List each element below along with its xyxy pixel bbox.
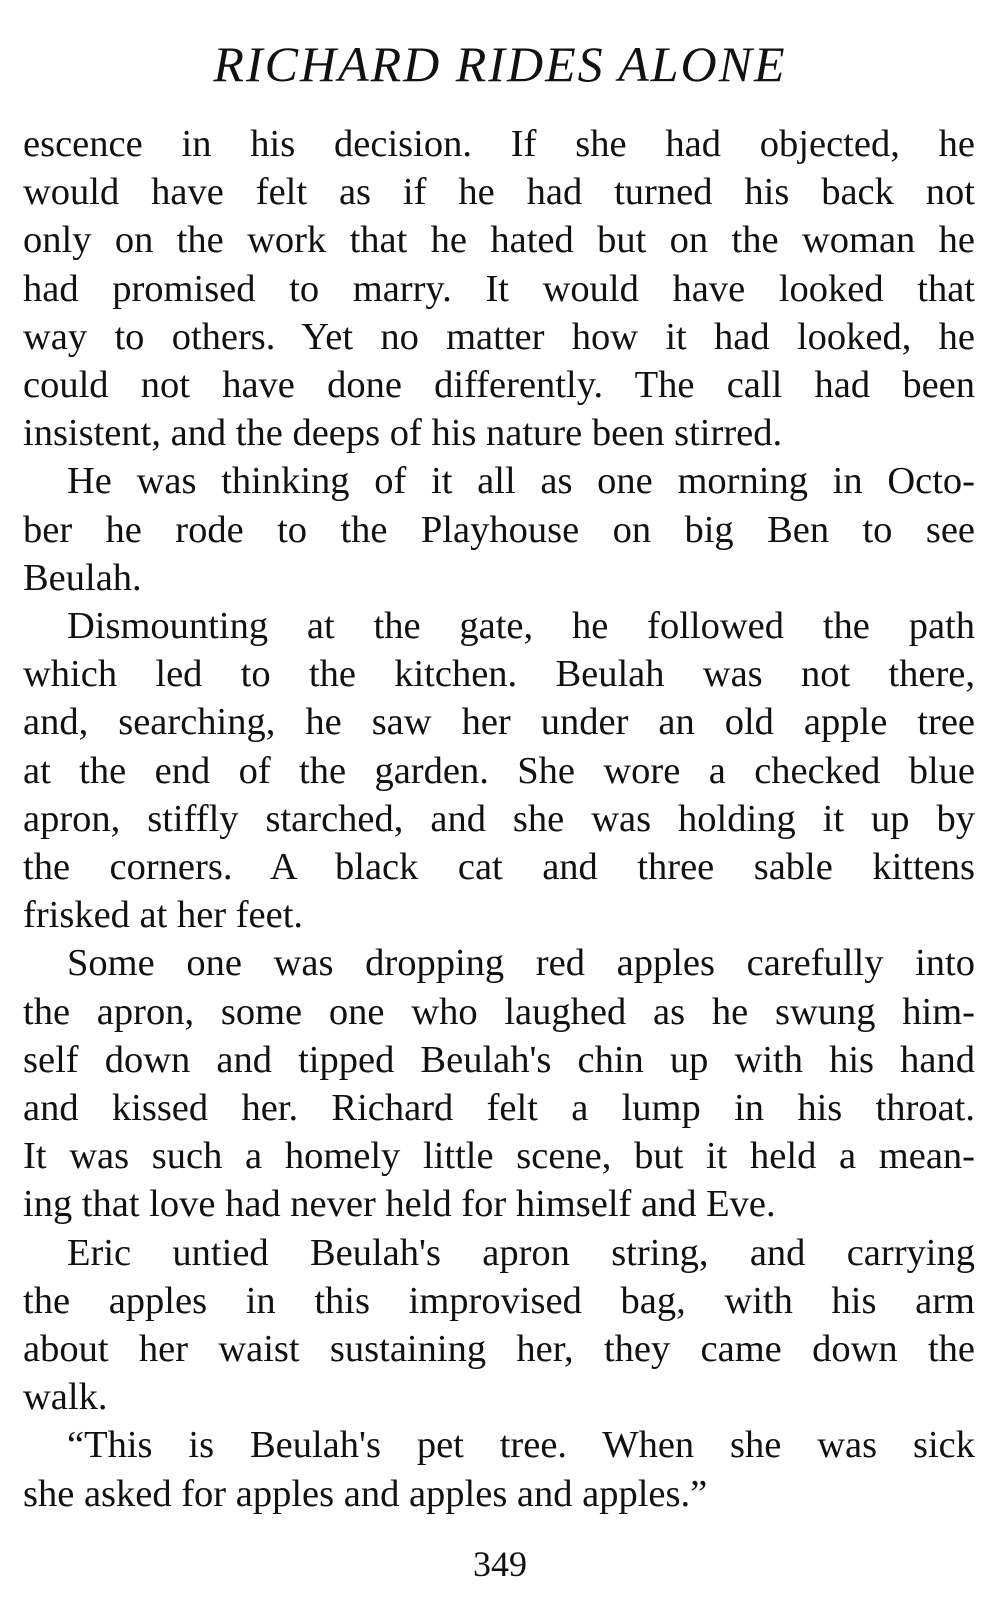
- text-line: and, searching, he saw her under an old apple tree: [23, 701, 975, 744]
- text-line: would have felt as if he had turned his back not: [23, 171, 975, 214]
- text-line: self down and tipped Beulah's chin up with his hand: [23, 1038, 975, 1081]
- text-line: escence in his decision. If she had objected, he: [23, 123, 975, 165]
- paragraph-5: [23, 1229, 975, 1422]
- text-line: ing that love had never held for himself and Eve.: [23, 1183, 776, 1226]
- text-line: Some one was dropping red apples carefully into: [67, 942, 975, 985]
- text-line: at the end of the garden. She wore a checked blue: [23, 749, 975, 792]
- text-line: ber he rode to the Playhouse on big Ben to see: [23, 508, 975, 551]
- text-line: Eric untied Beulah's apron string, and carrying: [67, 1231, 975, 1274]
- text-line: the corners. A black cat and three sable kittens: [23, 846, 975, 889]
- text-line: He was thinking of it all as one morning in Octo-: [67, 460, 975, 503]
- paragraph-2: [23, 457, 975, 602]
- paragraph-1: [23, 120, 975, 457]
- text-line: the apples in this improvised bag, with his arm: [23, 1279, 975, 1322]
- paragraph-6: [23, 1421, 975, 1517]
- text-line: frisked at her feet.: [23, 894, 304, 937]
- text-line: and kissed her. Richard felt a lump in his throat.: [23, 1087, 975, 1130]
- text-line: Dismounting at the gate, he followed the path: [67, 605, 975, 648]
- text-line: insistent, and the deeps of his nature been stirred.: [23, 412, 783, 455]
- text-line: she asked for apples and apples and apples.”: [23, 1472, 708, 1515]
- page-number: 349: [473, 1544, 527, 1584]
- paragraph-3: [23, 602, 975, 939]
- text-line: “This is Beulah's pet tree. When she was sick: [67, 1424, 975, 1467]
- text-line: about her waist sustaining her, they came down the: [23, 1328, 975, 1371]
- paragraph-4: [23, 939, 975, 1228]
- text-line: the apron, some one who laughed as he swung him-: [23, 990, 975, 1033]
- text-line: walk.: [23, 1376, 108, 1419]
- running-head: RICHARD RIDES ALONE: [213, 36, 787, 92]
- text-line: had promised to marry. It would have looked that: [23, 267, 975, 310]
- text-line: apron, stiffly starched, and she was holding it up by: [23, 797, 975, 840]
- text-line: Beulah.: [23, 556, 142, 599]
- text-line: could not have done differently. The call had been: [23, 364, 975, 407]
- text-line: which led to the kitchen. Beulah was not there,: [23, 653, 975, 696]
- body-text: [23, 120, 975, 1518]
- text-line: way to others. Yet no matter how it had looked, he: [23, 315, 975, 358]
- text-line: It was such a homely little scene, but it held a mean-: [23, 1135, 975, 1178]
- text-line: only on the work that he hated but on the woman he: [23, 219, 975, 262]
